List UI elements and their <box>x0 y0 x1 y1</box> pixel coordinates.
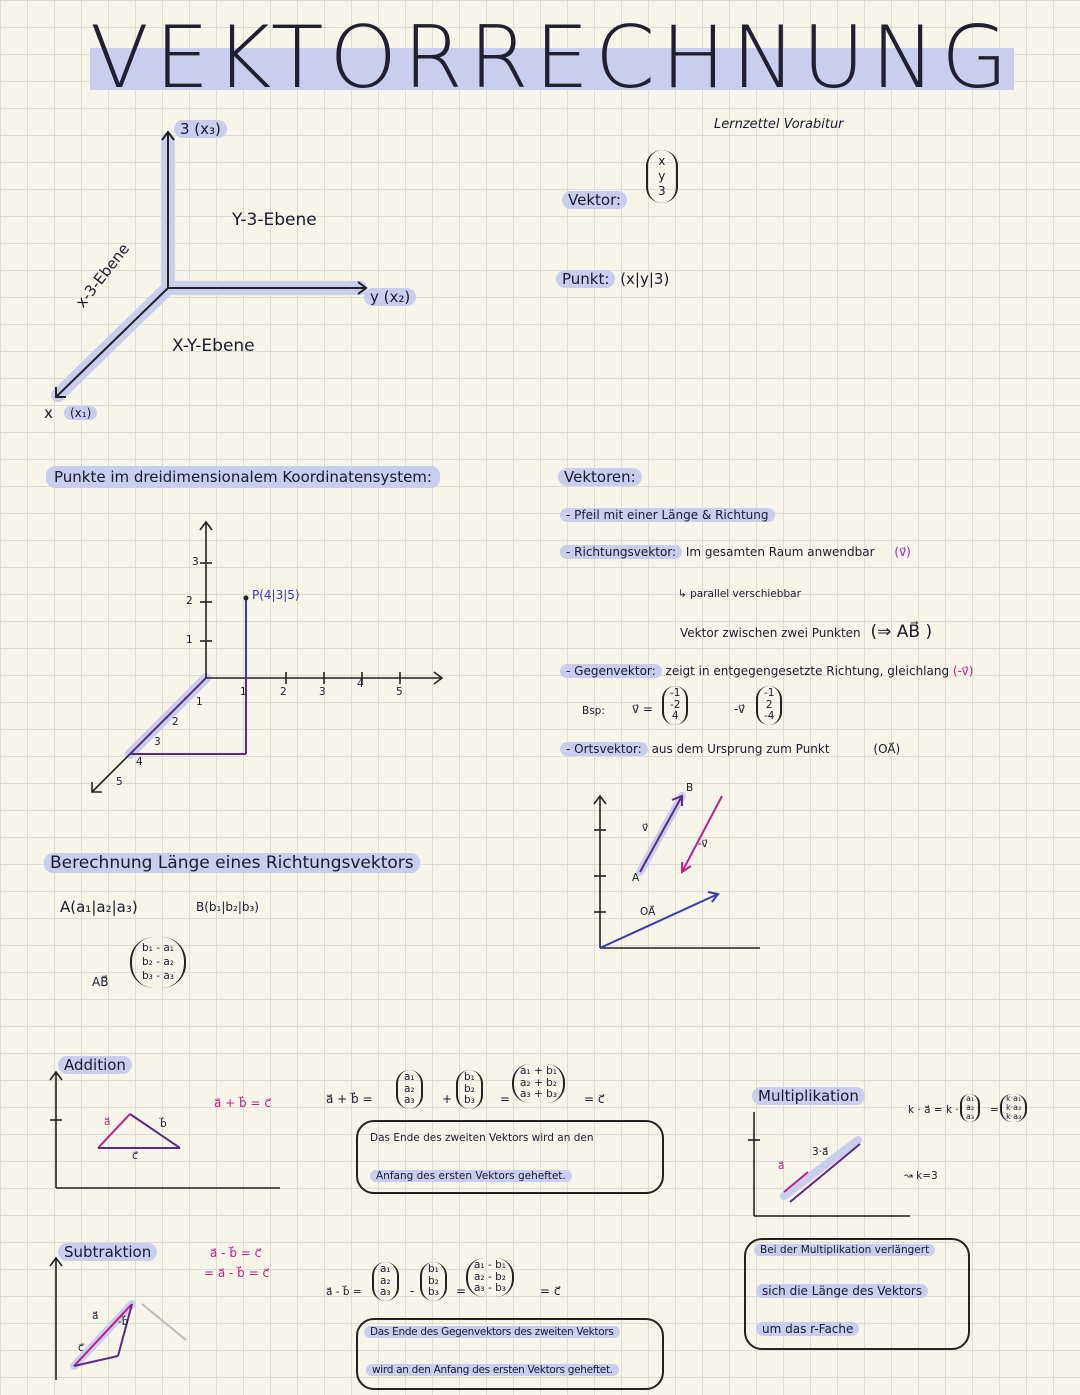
example-neg-v: -v⃗ <box>734 702 746 716</box>
addition-cloud-line-1: Das Ende des zweiten Vektors wird an den <box>370 1132 594 1144</box>
subtraktion-diff-column: a₁ - b₁ a₂ - b₂ a₃ - b₃ <box>466 1258 514 1297</box>
addition-eq-lhs: a⃗ + b⃗ = <box>326 1092 373 1106</box>
subtraktion-equals: = <box>456 1284 467 1298</box>
page-title: VEKTORRECHNUNG <box>90 8 1014 108</box>
add-graph-a: a⃗ <box>104 1116 111 1128</box>
example-v: v⃗ = <box>632 702 653 716</box>
vektor-column: x y 3 <box>646 150 678 203</box>
vektoren-bullet-4: - Ortsvektor: aus dem Ursprung zum Punkt (OA⃗) <box>560 742 900 756</box>
plane-xy-label: X-Y-Ebene <box>172 336 255 356</box>
sub-graph-c: c⃗ <box>78 1342 84 1354</box>
subtitle: Lernzettel Vorabitur <box>714 117 844 132</box>
y-tick-4: 4 <box>357 678 364 690</box>
z-tick-2: 2 <box>186 595 193 607</box>
addition-b-column: b₁ b₂ b₃ <box>456 1070 483 1109</box>
multiplikation-cloud-line-2: sich die Länge des Vektors <box>756 1284 928 1298</box>
subtraktion-eq-lhs: a⃗ - b⃗ = <box>326 1286 362 1298</box>
x-axis-label: x <box>44 404 53 422</box>
y-axis-label: y (x₂) <box>364 288 416 306</box>
y-tick-1: 1 <box>240 686 247 698</box>
multiplikation-a-column: a₁ a₂ a₃ <box>960 1094 980 1122</box>
addition-equals: = <box>500 1092 511 1106</box>
subtraktion-formula-2: = a⃗ - b⃗ = c⃗ <box>204 1266 270 1280</box>
addition-sum-column: a₁ + b₁ a₂ + b₂ a₃ + b₃ <box>512 1064 565 1103</box>
graph-point-a: A <box>632 872 640 884</box>
subtraktion-cloud-line-1: Das Ende des Gegenvektors des zweiten Vektors <box>364 1326 620 1338</box>
y-tick-2: 2 <box>280 686 287 698</box>
ab-label: AB⃗ <box>92 975 109 989</box>
vektoren-heading: Vektoren: <box>558 468 642 486</box>
x-tick-4: 4 <box>136 756 143 768</box>
graph-oa-label: OA⃗ <box>640 906 656 918</box>
x-tick-2: 2 <box>172 716 179 728</box>
sub-graph-negb: -b⃗ <box>118 1316 129 1328</box>
x-tick-5: 5 <box>116 776 123 788</box>
graph-v-label: v⃗ <box>642 822 649 834</box>
vektoren-bullet-1: - Pfeil mit einer Länge & Richtung <box>560 508 775 522</box>
example-v-column: -1 -2 4 <box>662 686 688 725</box>
vektor-label: Vektor: <box>562 191 627 209</box>
points-heading: Punkte im dreidimensionalem Koordinatensystem: <box>46 468 440 486</box>
addition-formula: a⃗ + b⃗ = c⃗ <box>214 1096 271 1110</box>
z-axis-label: 3 (x₃) <box>174 120 227 138</box>
y-tick-3: 3 <box>319 686 326 698</box>
example-neg-column: -1 2 -4 <box>756 686 782 725</box>
vektoren-sub-2: Vektor zwischen zwei Punkten (⇒ AB⃗ ) <box>680 622 933 642</box>
point-p-label: P(4|3|5) <box>252 588 300 602</box>
sub-graph-a: a⃗ <box>92 1310 99 1322</box>
graph-point-b: B <box>686 782 694 794</box>
point-a-general: A(a₁|a₂|a₃) <box>60 898 138 916</box>
multiplikation-k-note: ↝ k=3 <box>904 1170 938 1182</box>
addition-label: Addition <box>58 1056 132 1074</box>
plane-xz-label: x-3-Ebene <box>72 239 134 312</box>
x-tick-3: 3 <box>154 736 161 748</box>
subtraktion-minus: - <box>410 1284 415 1298</box>
addition-plus: + <box>442 1092 453 1106</box>
multiplikation-cloud-line-3: um das r-Fache <box>756 1322 859 1336</box>
z-tick-3: 3 <box>192 556 199 568</box>
multiplikation-formula-lhs: k · a⃗ = k · <box>908 1104 959 1116</box>
add-graph-b: b⃗ <box>160 1118 167 1130</box>
vektoren-bullet-2: - Richtungsvektor: Im gesamten Raum anwendbar (v⃗) <box>560 545 911 559</box>
multiplikation-label: Multiplikation <box>752 1087 865 1105</box>
multiplikation-cloud-line-1: Bei der Multiplikation verlängert <box>754 1244 935 1256</box>
subtraktion-b-column: b₁ b₂ b₃ <box>420 1262 447 1301</box>
vektoren-sub-1: ↳ parallel verschiebbar <box>678 588 801 600</box>
laenge-heading: Berechnung Länge eines Richtungsvektors <box>44 853 420 873</box>
y-tick-5: 5 <box>396 686 403 698</box>
mult-graph-3a: 3·a⃗ <box>812 1146 829 1158</box>
subtraktion-label: Subtraktion <box>58 1243 157 1261</box>
multiplikation-k-column: k·a₁ k·a₂ k·a₃ <box>1000 1094 1027 1122</box>
subtraktion-cloud-line-2: wird an den Anfang des ersten Vektors geheftet. <box>366 1364 619 1376</box>
subtraktion-formula-1: a⃗ - b⃗ = c⃗ <box>210 1246 262 1260</box>
addition-a-column: a₁ a₂ a₃ <box>396 1070 423 1109</box>
example-label: Bsp: <box>582 705 605 717</box>
multiplikation-equals: = <box>990 1104 999 1116</box>
add-graph-c: c⃗ <box>132 1150 138 1162</box>
point-b-general: B(b₁|b₂|b₃) <box>196 900 259 914</box>
plane-yz-label: Y-3-Ebene <box>232 210 317 230</box>
z-tick-1: 1 <box>186 634 193 646</box>
x-tick-1: 1 <box>196 696 203 708</box>
addition-cloud-line-2: Anfang des ersten Vektors geheftet. <box>370 1170 572 1182</box>
subtraktion-a-column: a₁ a₂ a₃ <box>372 1262 399 1301</box>
x1-axis-label: (x₁) <box>64 406 97 420</box>
graph-negv-label: -v⃗ <box>698 838 708 850</box>
ab-column: b₁ - a₁ b₂ - a₂ b₃ - a₃ <box>130 937 186 988</box>
punkt-definition: Punkt: (x|y|3) <box>556 270 669 288</box>
mult-graph-a: a⃗ <box>778 1160 785 1172</box>
subtraktion-eq-rhs: = c⃗ <box>540 1284 561 1298</box>
vektoren-bullet-3: - Gegenvektor: zeigt in entgegengesetzte Richtung, gleichlang (-v⃗) <box>560 664 973 678</box>
addition-eq-rhs: = c⃗ <box>584 1092 605 1106</box>
